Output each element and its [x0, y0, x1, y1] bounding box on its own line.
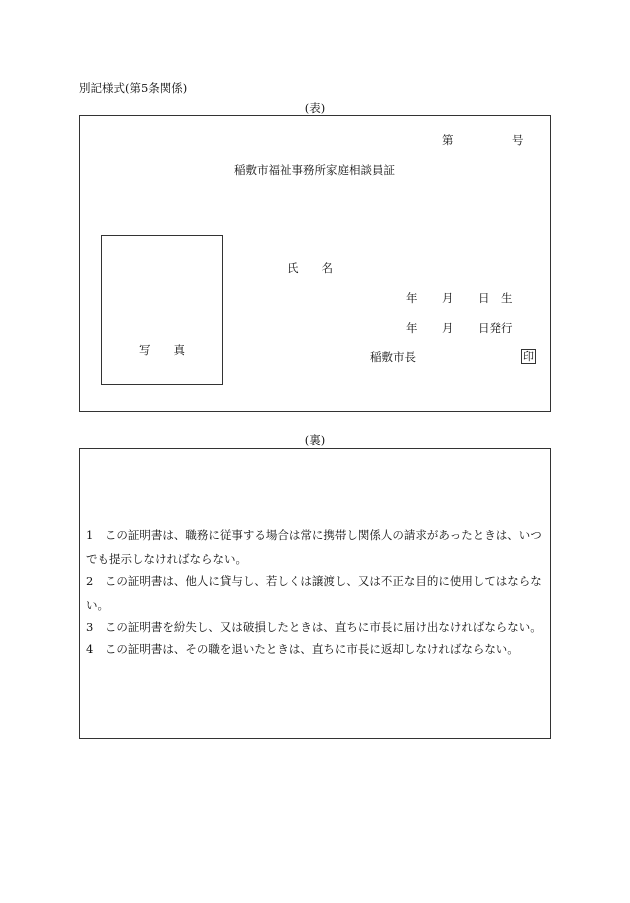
note-item-3: 3 この証明書を紛失し、又は破損したときは、直ちに市長に届け出なければならない。: [86, 620, 542, 634]
issue-month-label: 月: [442, 321, 454, 335]
photo-box: [101, 235, 223, 385]
back-side-label: (裏): [304, 433, 326, 447]
issue-day-suffix: 日発行: [478, 321, 513, 335]
note-item-1: 1 この証明書は、職務に従事する場合は常に携帯し関係人の請求があったときは、いつでも提示しなければならない。: [86, 528, 542, 566]
birth-suffix: 生: [501, 291, 513, 305]
note-item-2: 2 この証明書は、他人に貸与し、若しくは譲渡し、又は不正な目的に使用してはならない。: [86, 574, 542, 612]
birth-month-label: 月: [442, 291, 454, 305]
card-back: [79, 448, 551, 739]
birth-year-label: 年: [406, 291, 418, 305]
issuer-label: 稲敷市長: [370, 350, 416, 364]
issue-year-label: 年: [406, 321, 418, 335]
number-prefix: 第: [442, 133, 454, 147]
card-front: [79, 115, 551, 412]
front-side-label: (表): [304, 101, 326, 115]
card-title: 稲敷市福祉事務所家庭相談員証: [234, 163, 395, 177]
number-suffix: 号: [512, 133, 524, 147]
name-label: 氏 名: [287, 261, 333, 275]
form-title: 別記様式(第5条関係): [79, 81, 188, 95]
photo-label: 写 真: [139, 343, 185, 357]
note-item-4: 4 この証明書は、その職を退いたときは、直ちに市長に返却しなければならない。: [86, 642, 519, 656]
seal-mark: 印: [523, 350, 534, 363]
birth-day-label: 日: [478, 291, 490, 305]
